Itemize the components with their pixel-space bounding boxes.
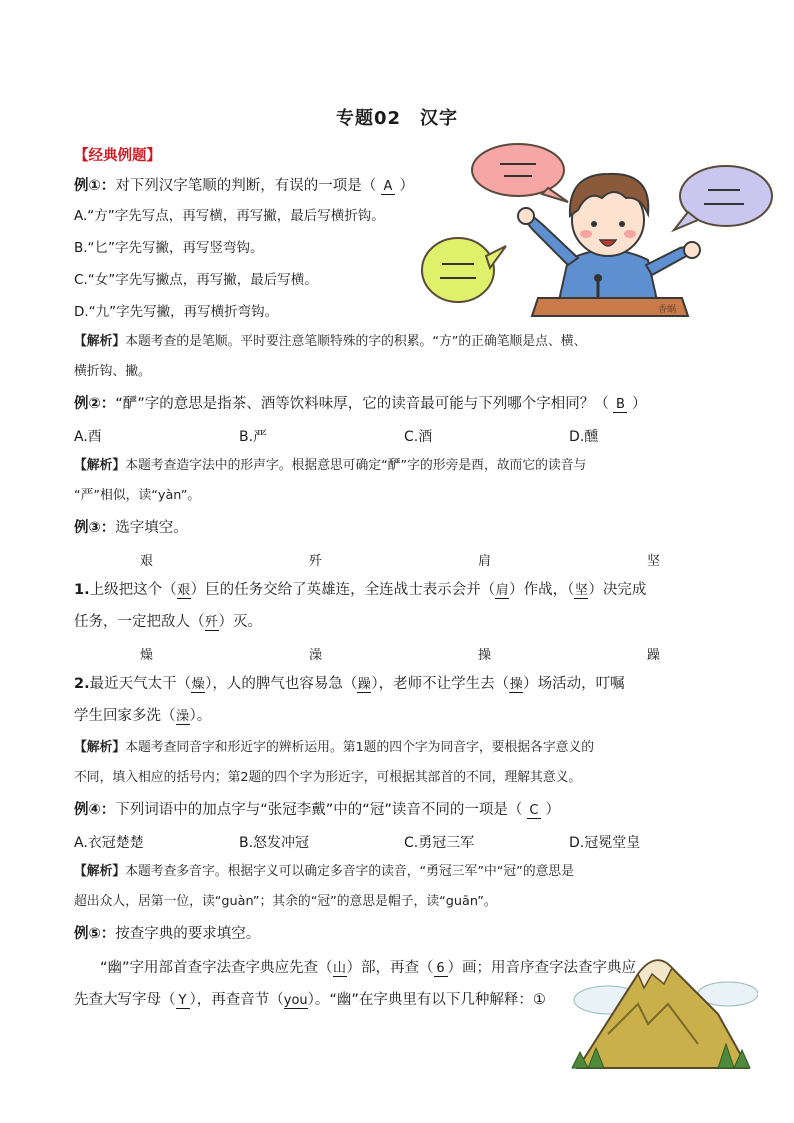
ex5-question: 例⑤：按查字典的要求填空。: [74, 926, 261, 942]
ex1-option-c: C.“女”字先写撇点，再写撇，最后写横。: [74, 272, 318, 288]
ex4-analysis-line2: 超出众人，居第一位，读“guàn”；其余的“冠”的意思是帽子，读“guān”。: [74, 894, 497, 909]
ex1-question: 例①：对下列汉字笔顺的判断，有误的一项是（ A ）: [74, 178, 414, 194]
ex2-option-d: D.醺: [569, 429, 599, 445]
ex4-question: 例④：下列词语中的加点字与“张冠李戴”中的“冠”读音不同的一项是（ C ）: [74, 802, 561, 818]
ex4-option-c: C.勇冠三军: [404, 835, 475, 851]
mountain-icon: [568, 944, 758, 1074]
speech-bubble-green: [422, 238, 506, 302]
ex3-q2-line2: 学生回家多洗（澡）。: [74, 708, 212, 724]
page-title: 专题02 汉字: [335, 108, 459, 129]
ex3-analysis-line2: 不同，填入相应的括号内；第2题的四个字为形近字，可根据其部首的不同，理解其意义。: [74, 770, 582, 785]
ex4-options: [74, 832, 641, 852]
ex2-analysis-line1: 【解析】本题考查造字法中的形声字。根据意思可确定“酽”字的形旁是酉，故而它的读音与: [74, 458, 587, 473]
speech-bubble-pink: [472, 144, 568, 202]
ex1-option-b: B.“匕”字先写撇，再写竖弯钩。: [74, 240, 264, 256]
ex1-answer: A: [381, 180, 395, 195]
ex1-analysis-line1: 【解析】本题考查的是笔顺。平时要注意笔顺特殊的字的积累。“方”的正确笔顺是点、横、: [74, 334, 587, 349]
ex1-option-a: A.“方”字先写点，再写横，再写撇，最后写横折钩。: [74, 208, 385, 224]
ex2-option-a: A.酉: [74, 429, 102, 445]
ex3-question: 例③：选字填空。: [74, 520, 188, 536]
ex5-line2: 先查大写字母（ Y ），再查音节（you）。“幽”在字典里有以下几种解释：①: [74, 992, 546, 1008]
speech-bubble-purple: [674, 166, 772, 230]
ex3-q1-line2: 任务，一定把敌人（歼）灭。: [74, 614, 262, 630]
ex5-line1: “幽”字用部首查字法查字典应先查（山）部，再查（ 6 ）画；用音序查字法查字典应: [100, 960, 637, 976]
ex1-option-d: D.“九”字先写撇，再写横折弯钩。: [74, 304, 279, 320]
ex4-analysis-line1: 【解析】本题考查多音字。根据字义可以确定多音字的读音，“勇冠三军”中“冠”的意思是: [74, 864, 575, 879]
podium-label: 香蜗: [658, 305, 677, 315]
ex2-analysis-line2: “严”相似，读“yàn”。: [74, 488, 201, 503]
ex4-answer: C: [527, 804, 541, 819]
ex3-char-choices-1: 艰 歼 肩 坚: [140, 554, 660, 569]
ex2-options: [74, 426, 634, 446]
ex3-analysis-line1: 【解析】本题考查同音字和形近字的辨析运用。第1题的四个字为同音字，要根据各字意义的: [74, 740, 595, 755]
ex3-char-choices-2: 燥 澡 操 躁: [140, 648, 660, 663]
ex2-answer: B: [613, 398, 627, 413]
ex2-option-b: B.严: [239, 429, 268, 445]
section-label: 【经典例题】: [74, 148, 161, 164]
ex4-option-b: B.怒发冲冠: [239, 835, 310, 851]
teacher-speaking-icon: [418, 140, 778, 320]
ex3-q2-line1: 2.最近天气太干（燥），人的脾气也容易急（躁），老师不让学生去（操）场活动，叮嘱: [74, 676, 625, 692]
ex2-option-c: C.酒: [404, 429, 433, 445]
ex4-option-a: A.衣冠楚楚: [74, 835, 144, 851]
ex1-analysis-line2: 横折钩、撇。: [74, 364, 151, 379]
ex4-option-d: D.冠冕堂皇: [569, 835, 641, 851]
ex3-q1-line1: 1.上级把这个（艰）巨的任务交给了英雄连，全连战士表示会并（肩）作战，（坚）决完成: [74, 582, 647, 598]
ex2-question: 例②：“酽”字的意思是指茶、酒等饮料味厚，它的读音最可能与下列哪个字相同？（ B ）: [74, 396, 647, 412]
